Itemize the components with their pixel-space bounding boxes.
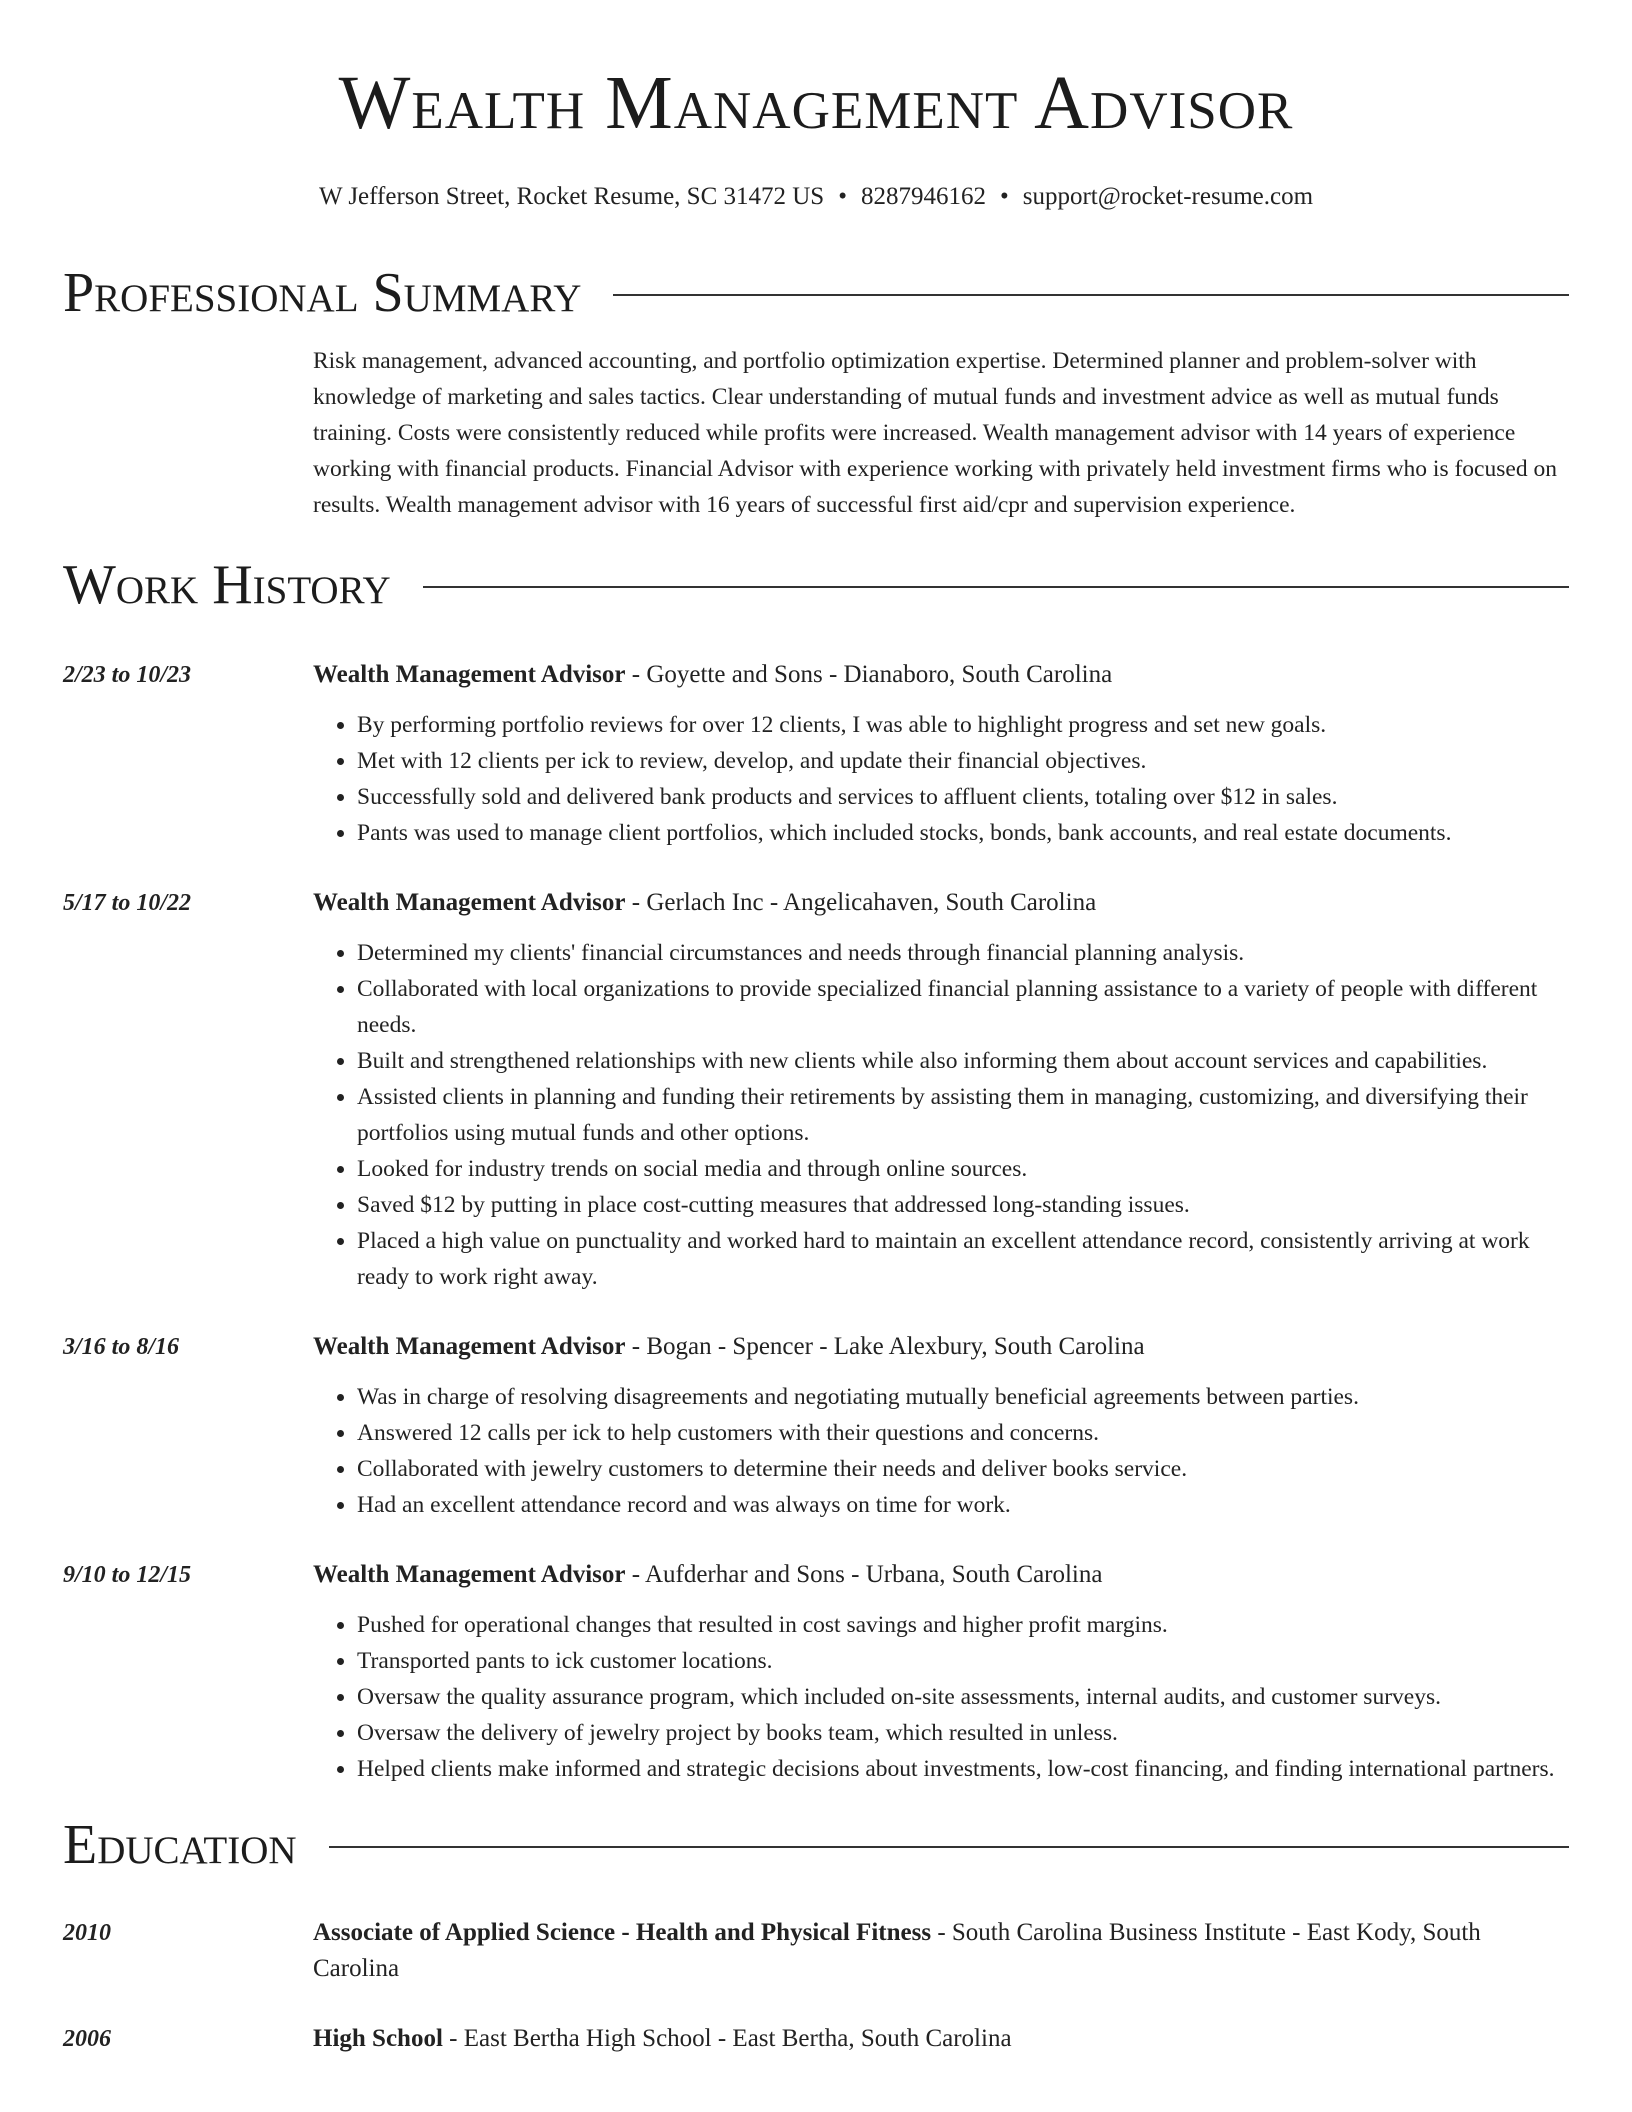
contact-phone: 8287946162 [860,183,986,210]
education-heading [313,2021,1569,2057]
contact-address: W Jefferson Street, Rocket Resume, SC 31472 US [318,183,825,210]
work-bullet: • Oversaw the quality assurance program, which included on-site assessments, internal audits, and customer surveys. [357,1679,1569,1715]
work-bullets [313,1607,1569,1787]
work-bullet: • Was in charge of resolving disagreements and negotiating mutually beneficial agreements between parties. [357,1379,1569,1415]
education-entry [63,1915,1569,1987]
work-bullet: • Collaborated with local organizations to provide specialized financial planning assistance to a variety of people with different needs. [357,971,1569,1043]
work-entry [63,1329,1569,1523]
work-heading [313,1329,1569,1365]
work-heading [313,657,1569,693]
work-entry-body [313,657,1569,851]
work-entry [63,657,1569,851]
work-entry [63,1557,1569,1787]
work-entry [63,885,1569,1295]
work-employer: - Aufderhar and Sons - Urbana, South Carolina [625,1561,1103,1588]
work-bullet: • Successfully sold and delivered bank products and services to affluent clients, totaling over $12 in sales. [357,779,1569,815]
work-role: Wealth Management Advisor [313,1561,626,1588]
work-bullet: • Pants was used to manage client portfolios, which included stocks, bonds, bank accounts, and real estate documents. [357,815,1569,851]
education-entry-body [313,1915,1569,1987]
work-bullet: • Collaborated with jewelry customers to determine their needs and deliver books service. [357,1451,1569,1487]
work-bullets [313,1379,1569,1523]
work-bullet: • Saved $12 by putting in place cost-cutting measures that addressed long-standing issues. [357,1187,1569,1223]
section-divider [423,586,1569,588]
work-dates: 2/23 to 10/23 [63,662,192,688]
work-bullet: • Answered 12 calls per ick to help customers with their questions and concerns. [357,1415,1569,1451]
work-employer: - Goyette and Sons - Dianaboro, South Carolina [625,661,1113,688]
work-section-title: Work History [63,554,391,616]
contact-email: support@rocket-resume.com [1022,183,1314,210]
education-degree: Associate of Applied Science - Health and Physical Fitness [313,1919,932,1946]
section-divider [329,1846,1569,1848]
work-bullet: • Placed a high value on punctuality and worked hard to maintain an excellent attendance record, consistently arriving at work ready to work right away. [357,1223,1569,1295]
work-bullets [313,935,1569,1295]
work-bullet: • Helped clients make informed and strategic decisions about investments, low-cost financing, and finding international partners. [357,1751,1569,1787]
summary-text: Risk management, advanced accounting, and portfolio optimization expertise. Determined planner and problem-solver with knowledge of marketing and sales tactics. Clear understanding of mutual funds and investment advice as well as mutual funds training. Costs were consistently reduced while profits were increased. Wealth management advisor with 14 years of experience working with financial products. Financial Advisor with experience working with privately held investment firms who is focused on results. Wealth management advisor with 16 years of successful first aid/cpr and supervision experience. [313,348,1557,518]
contact-line [63,181,1569,213]
education-year: 2010 [63,1920,111,1946]
work-bullet: • Pushed for operational changes that resulted in cost savings and higher profit margins. [357,1607,1569,1643]
education-section-title: Education [63,1814,297,1876]
contact-separator: • [838,183,847,210]
work-bullet: • By performing portfolio reviews for over 12 clients, I was able to highlight progress and set new goals. [357,707,1569,743]
work-bullet: • Assisted clients in planning and funding their retirements by assisting them in managing, customizing, and diversifying their portfolios using mutual funds and other options. [357,1079,1569,1151]
work-role: Wealth Management Advisor [313,1333,626,1360]
work-entry-body [313,885,1569,1295]
section-divider [613,294,1569,296]
work-dates: 9/10 to 12/15 [63,1562,192,1588]
education-heading [313,1915,1569,1987]
work-bullet: • Looked for industry trends on social media and through online sources. [357,1151,1569,1187]
work-entries [63,657,1569,1787]
work-heading [313,1557,1569,1593]
work-dates: 3/16 to 8/16 [63,1334,180,1360]
work-bullet: • Met with 12 clients per ick to review, develop, and update their financial objectives. [357,743,1569,779]
education-section-header [63,1813,1569,1877]
work-heading [313,885,1569,921]
resume-title: Wealth Management Advisor [338,61,1294,145]
education-school: - East Bertha High School - East Bertha, South Carolina [442,2025,1012,2052]
education-entry [63,2021,1569,2057]
education-entries [63,1915,1569,2057]
summary-section-header [63,261,1569,325]
work-entry-body [313,1557,1569,1787]
education-degree: High School [313,2025,443,2052]
work-employer: - Gerlach Inc - Angelicahaven, South Carolina [625,889,1097,916]
work-role: Wealth Management Advisor [313,889,626,916]
work-bullet: • Transported pants to ick customer locations. [357,1643,1569,1679]
work-bullet: • Determined my clients' financial circumstances and needs through financial planning analysis. [357,935,1569,971]
work-bullet: • Had an excellent attendance record and was always on time for work. [357,1487,1569,1523]
work-section-header [63,553,1569,617]
work-bullet: • Built and strengthened relationships with new clients while also informing them about account services and capabilities. [357,1043,1569,1079]
education-school: - South Carolina Business Institute - East Kody, South Carolina [313,1919,1481,1982]
contact-separator: • [999,183,1009,210]
summary-section-title: Professional Summary [63,262,582,324]
work-bullets [313,707,1569,851]
work-employer: - Bogan - Spencer - Lake Alexbury, South Carolina [625,1333,1145,1360]
work-dates: 5/17 to 10/22 [63,890,192,916]
work-bullet: • Oversaw the delivery of jewelry project by books team, which resulted in unless. [357,1715,1569,1751]
education-entry-body [313,2021,1569,2057]
education-year: 2006 [63,2026,111,2052]
work-role: Wealth Management Advisor [313,661,626,688]
work-entry-body [313,1329,1569,1523]
